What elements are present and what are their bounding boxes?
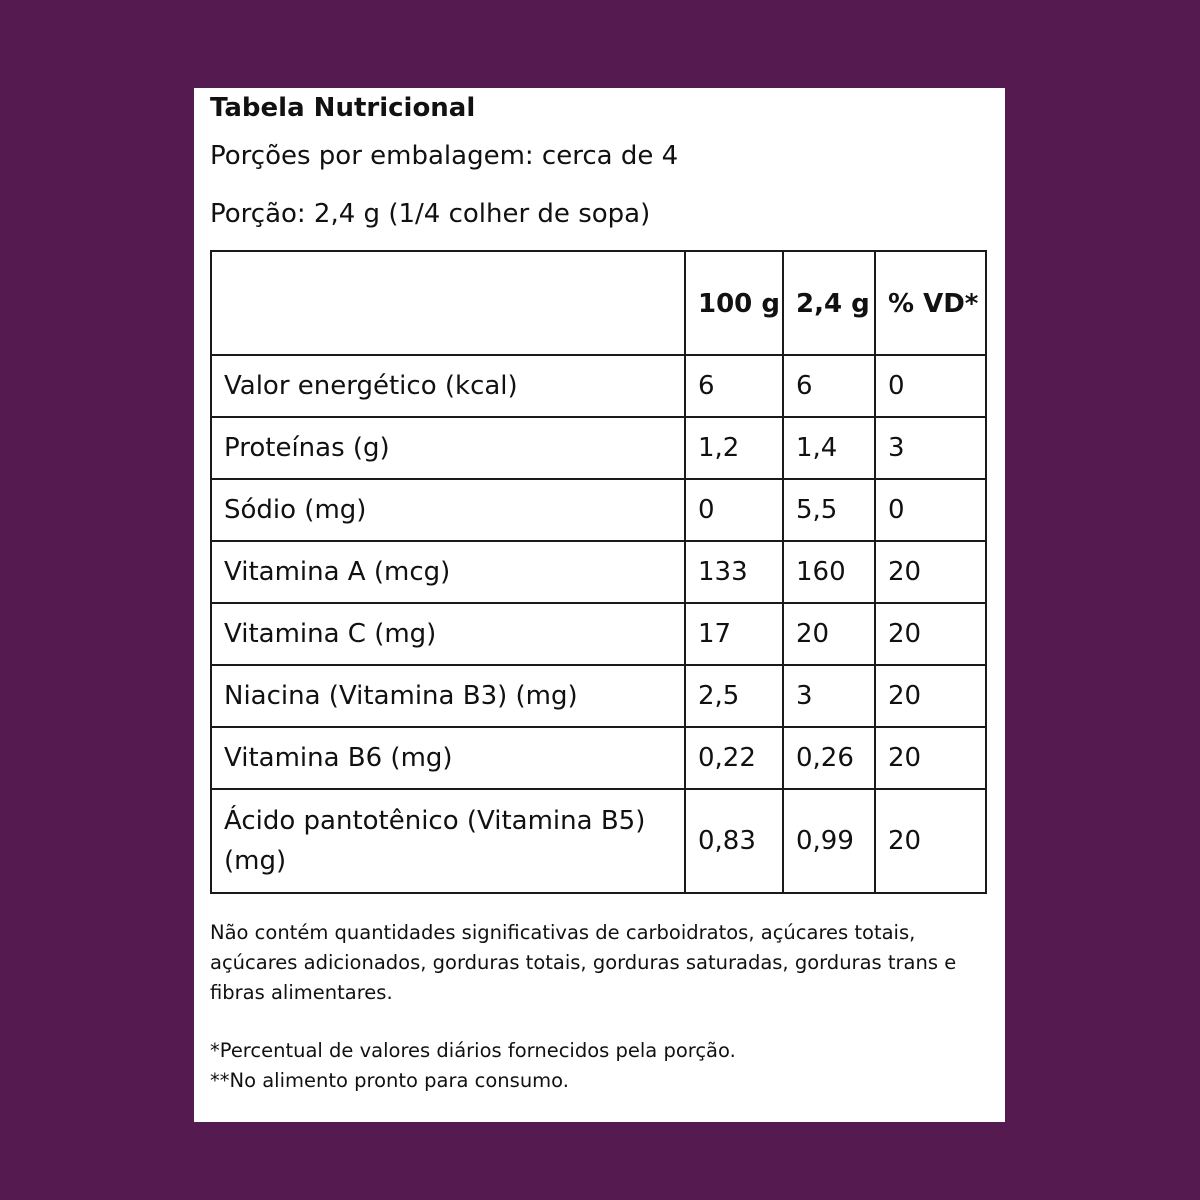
value-per-portion: 160 bbox=[783, 541, 875, 603]
header-daily-value: % VD* bbox=[875, 251, 986, 355]
value-per-portion: 0,26 bbox=[783, 727, 875, 789]
value-daily: 20 bbox=[875, 727, 986, 789]
nutrition-facts-panel bbox=[194, 88, 1005, 1122]
value-daily: 20 bbox=[875, 665, 986, 727]
value-per-portion: 0,99 bbox=[783, 789, 875, 893]
nutrient-name: Niacina (Vitamina B3) (mg) bbox=[211, 665, 685, 727]
value-per-100g: 2,5 bbox=[685, 665, 783, 727]
table-row bbox=[211, 789, 986, 893]
value-per-100g: 133 bbox=[685, 541, 783, 603]
value-daily: 3 bbox=[875, 417, 986, 479]
header-nutrient bbox=[211, 251, 685, 355]
servings-per-package: Porções por embalagem: cerca de 4 bbox=[210, 141, 679, 171]
value-daily: 20 bbox=[875, 603, 986, 665]
value-per-100g: 0,22 bbox=[685, 727, 783, 789]
table-row bbox=[211, 603, 986, 665]
nutrient-name: Sódio (mg) bbox=[211, 479, 685, 541]
value-per-100g: 0,83 bbox=[685, 789, 783, 893]
value-per-100g: 1,2 bbox=[685, 417, 783, 479]
value-daily: 0 bbox=[875, 479, 986, 541]
value-per-100g: 6 bbox=[685, 355, 783, 417]
table-row bbox=[211, 479, 986, 541]
not-significant-note: Não contém quantidades significativas de carboidratos, açúcares totais, açúcares adicionados, gorduras totais, gorduras saturadas, gorduras trans e fibras alimentares. bbox=[210, 921, 957, 1004]
value-per-portion: 6 bbox=[783, 355, 875, 417]
value-per-portion: 3 bbox=[783, 665, 875, 727]
nutrient-name: Proteínas (g) bbox=[211, 417, 685, 479]
nutrition-table bbox=[210, 250, 987, 894]
table-row bbox=[211, 355, 986, 417]
footnote-spacer bbox=[210, 1008, 970, 1036]
daily-value-note: *Percentual de valores diários fornecidos pela porção. bbox=[210, 1039, 736, 1062]
ready-to-eat-note: **No alimento pronto para consumo. bbox=[210, 1069, 569, 1092]
nutrient-name: Vitamina A (mcg) bbox=[211, 541, 685, 603]
value-daily: 20 bbox=[875, 789, 986, 893]
value-daily: 20 bbox=[875, 541, 986, 603]
value-daily: 0 bbox=[875, 355, 986, 417]
panel-title: Tabela Nutricional bbox=[210, 93, 476, 123]
header-per-100g: 100 g bbox=[685, 251, 783, 355]
value-per-portion: 1,4 bbox=[783, 417, 875, 479]
nutrient-name: Vitamina B6 (mg) bbox=[211, 727, 685, 789]
nutrient-name: Ácido pantotênico (Vitamina B5) (mg) bbox=[211, 789, 685, 893]
header-per-portion: 2,4 g bbox=[783, 251, 875, 355]
table-row bbox=[211, 665, 986, 727]
value-per-portion: 5,5 bbox=[783, 479, 875, 541]
table-header-row bbox=[211, 251, 986, 355]
portion-size: Porção: 2,4 g (1/4 colher de sopa) bbox=[210, 199, 651, 229]
table-row bbox=[211, 727, 986, 789]
footnotes bbox=[210, 918, 970, 1096]
value-per-portion: 20 bbox=[783, 603, 875, 665]
value-per-100g: 0 bbox=[685, 479, 783, 541]
nutrient-name: Valor energético (kcal) bbox=[211, 355, 685, 417]
value-per-100g: 17 bbox=[685, 603, 783, 665]
table-row bbox=[211, 541, 986, 603]
table-row bbox=[211, 417, 986, 479]
nutrient-name: Vitamina C (mg) bbox=[211, 603, 685, 665]
